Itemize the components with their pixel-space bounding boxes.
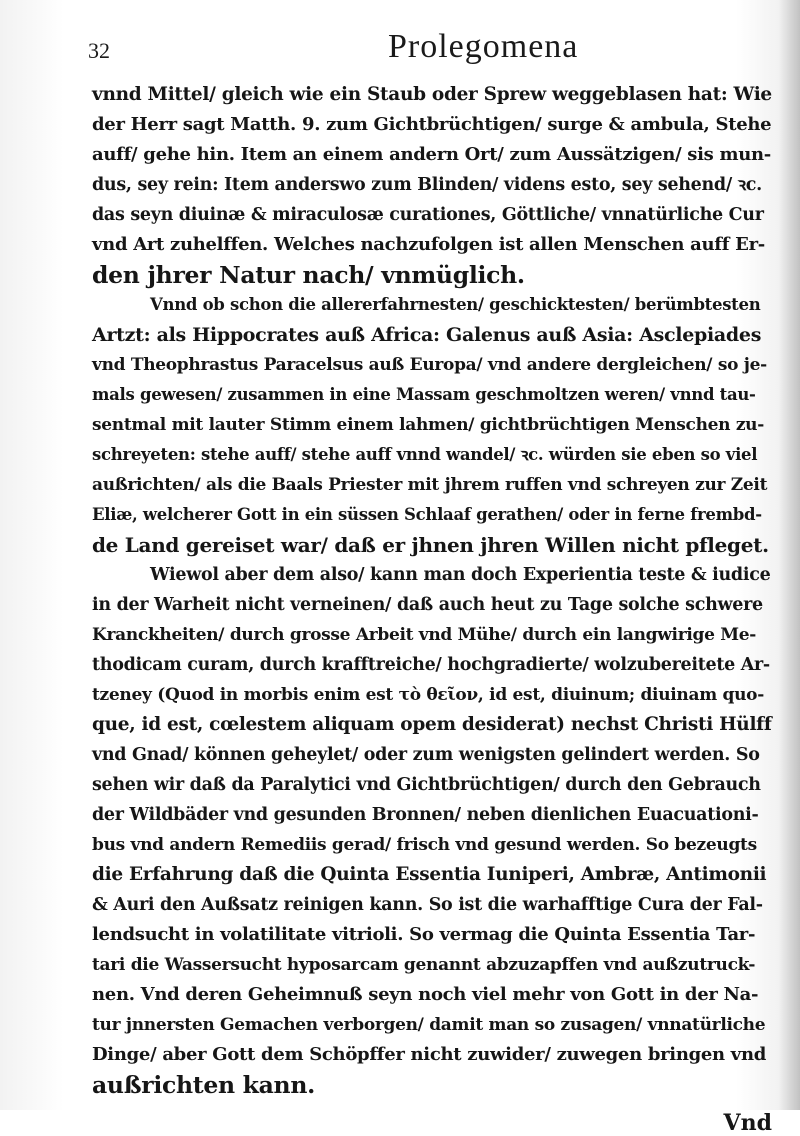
text-line: Artzt: als Hippocrates auß Africa: Galenus auß Asia: Asclepiades	[92, 324, 762, 346]
text-line: außrichten/ als die Baals Priester mit jhrem ruffen vnd schreyen zur Zeit	[92, 475, 768, 495]
text-line: bus vnd andern Remediis gerad/ frisch vnd gesund werden. So bezeugts	[92, 835, 757, 855]
text-line: vnd Theophrastus Paracelsus auß Europa/ vnd andere dergleichen/ so je-	[92, 355, 767, 375]
text-line: nen. Vnd deren Geheimnuß seyn noch viel mehr von Gott in der Na-	[92, 984, 759, 1005]
text-line: das seyn diuinæ & miraculosæ curationes, Göttliche/ vnnatürliche Cur	[92, 205, 764, 225]
text-line: Kranckheiten/ durch grosse Arbeit vnd Mühe/ durch ein langwirige Me-	[92, 625, 757, 645]
text-line: der Wildbäder vnd gesunden Bronnen/ neben dienlichen Euacuationi-	[92, 805, 759, 825]
catchword: Vnd	[723, 1110, 772, 1136]
text-line: tari die Wassersucht hyposarcam genannt abzuzapffen vnd außzutruck-	[92, 955, 756, 975]
text-line: thodicam curam, durch krafftreiche/ hochgradierte/ wolzubereitete Ar-	[92, 655, 770, 675]
text-line: den jhrer Natur nach/ vnmüglich.	[92, 261, 525, 289]
text-line: tur jnnersten Gemachen verborgen/ damit man so zusagen/ vnnatürliche	[92, 1015, 766, 1035]
page-edge-shadow	[778, 0, 800, 1110]
body-text	[92, 80, 772, 1136]
text-line: mals gewesen/ zusammen in eine Massam geschmoltzen weren/ vnnd tau-	[92, 385, 756, 404]
paragraph-start-line: Wiewol aber dem also/ kann man doch Experientia teste & iudice	[150, 565, 771, 585]
text-line: Eliæ, welcherer Gott in ein süssen Schlaaf gerathen/ oder in ferne frembd-	[92, 505, 762, 524]
text-line: dus, sey rein: Item anderswo zum Blinden/ videns esto, sey sehend/ ꝛc.	[92, 175, 762, 195]
text-line: & Auri den Außsatz reinigen kann. So ist die warhafftige Cura der Fal-	[92, 895, 763, 915]
text-line: tzeney (Quod in morbis enim est τὸ θεῖον, id est, diuinum; diuinam quo-	[92, 685, 764, 705]
text-line: vnd Gnad/ können geheylet/ oder zum wenigsten gelindert werden. So	[92, 745, 760, 765]
running-head: Prolegomena	[388, 28, 579, 65]
text-line: que, id est, cœlestem aliquam opem desiderat) nechst Christi Hülff	[92, 714, 772, 735]
text-line: auff/ gehe hin. Item an einem andern Ort/ zum Aussätzigen/ sis mun-	[92, 144, 771, 165]
text-line: vnnd Mittel/ gleich wie ein Staub oder Sprew weggeblasen hat: Wie	[92, 84, 772, 105]
text-line: außrichten kann.	[92, 1071, 316, 1099]
text-line: Dinge/ aber Gott dem Schöpffer nicht zuwider/ zuwegen bringen vnd	[92, 1044, 767, 1065]
text-line: in der Warheit nicht verneinen/ daß auch heut zu Tage solche schwere	[92, 595, 763, 615]
text-line: die Erfahrung daß die Quinta Essentia Iuniperi, Ambræ, Antimonii	[92, 864, 767, 885]
text-line: vnd Art zuhelffen. Welches nachzufolgen ist allen Menschen auff Er-	[92, 234, 765, 255]
text-line: sentmal mit lauter Stimm einem lahmen/ gichtbrüchtigen Menschen zu-	[92, 415, 764, 435]
paragraph-start-line: Vnnd ob schon die allererfahrnesten/ geschicktesten/ berümbtesten	[150, 295, 761, 314]
page-header	[88, 28, 748, 72]
text-line: der Herr sagt Matth. 9. zum Gichtbrüchtigen/ surge & ambula, Stehe	[92, 114, 772, 135]
text-line: schreyeten: stehe auff/ stehe auff vnnd wandel/ ꝛc. würden sie eben so viel	[92, 445, 758, 464]
text-line: lendsucht in volatilitate vitrioli. So vermag die Quinta Essentia Tar-	[92, 924, 756, 945]
text-line: de Land gereiset war/ daß er jhnen jhren Willen nicht pfleget.	[92, 533, 769, 557]
text-line: sehen wir daß da Paralytici vnd Gichtbrüchtigen/ durch den Gebrauch	[92, 775, 761, 795]
page-number: 32	[88, 38, 110, 63]
